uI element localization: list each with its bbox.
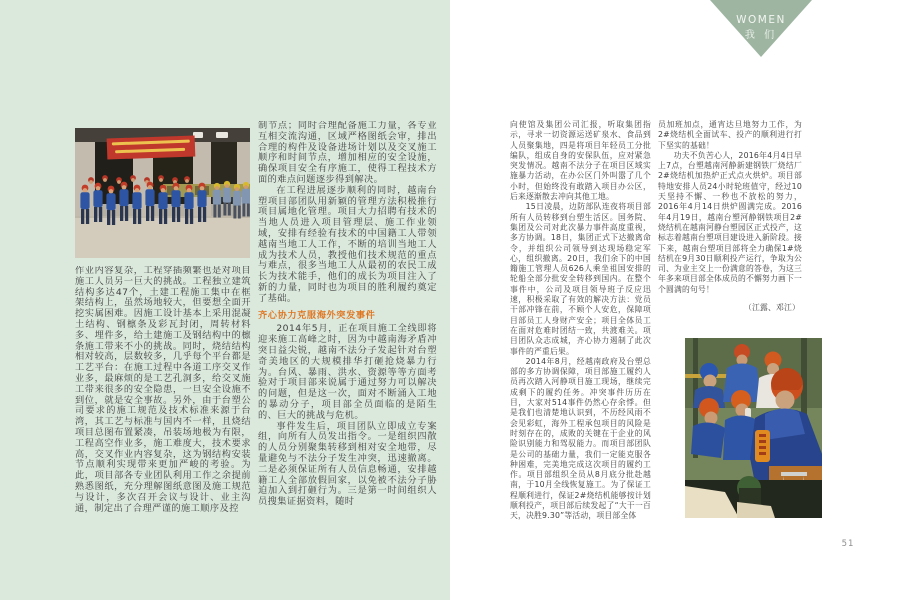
paragraph: 向使馆及集团公司汇报，听取集团指示，寻求一切资源运送矿泉水、食品到人员聚集地，四是将项目年轻员工分批编队，组成自身的安保队伍，应对紧急突发情况。越南不法分子在项目区域实施暴力活动，在办公区门外叫嚣了几个小时，但始终没有敢踏入项目办公区，后来逐渐散去冲向其他工地。: [510, 120, 651, 202]
right-column-2-text: [658, 120, 802, 295]
paragraph: 15日凌晨，边防部队连夜将项目部所有人员转移到台塑生活区。国务院、集团及公司对此次暴力事件高度重视，多方协调。18日，集团正式下达撤离命令，并组织公司领导到达现场稳定军心，组织撤离。20日，我们余下的中国籍施工管理人员626人乘坐祖国安排的轮船全部分批安全转移到国内。在整个事件中，公司及项目领导班子反应迅速，积极采取了有效的解决方法：党员干部冲锋在前，不顾个人安危，保障项目部员工人身财产安全；项目全体员工在面对危难时团结一致，共渡难关。项目团队众志成城，齐心协力遏制了此次事件的严重后果。: [510, 202, 651, 356]
left-column-2: [258, 121, 437, 534]
paragraph: 2014年5月，正在项目施工全线即将迎来施工高峰之时，因为中越南海矛盾冲突日益尖锐，越南不法分子发起针对台塑奇美地区的大规模排华打砸抢烧暴力行为。台风、暴雨、洪水、资源等等方面考验对于项目部来说属于通过努力可以解决的问题，但是这一次，面对不断涌入工地的暴动分子，项目部全员面临的是陌生的、巨大的挑战与危机。: [258, 323, 437, 421]
paragraph: 作业内容复杂，工程穿插频繁也是对项目施工人员另一巨大的挑战。工程独立建筑结构多达47个，土建工程施工集中在框架结构上，虽然场地较大，但要想全面开挖实属困难。因施工设计基本上采用混凝土结构、钢檩条及彩瓦封闭，周转材料多、埋件多，给土建施工及钢结构中的檩条施工带来不小的挑战。同时，烧结结构相对较高，层数较多，几乎每个平台都是工艺平台：在施工过程中各道工序交叉作业多，最麻烦的是工艺孔洞多，给交叉施工带来很多的安全隐患，一旦安全设施不到位，就是安全事故。另外，由于台塑公司要求的施工规范及技术标准来源于台湾，其工艺与标准与国内不一样，且烧结项目总图布置紧凑，吊装场地极为有限，工程高空作业多，施工难度大，技术要求高，交叉作业内容复杂，这为钢结构安装节点顺利实现带来更加严峻的考验。为此，项目部各专业团队利用工作之余提前熟悉图纸，充分理解图纸意图及施工规范与设计，多次召开会议与设计、业主沟通，制定出了合理严谨的施工顺序及控: [75, 266, 251, 514]
paragraph: 制节点；同时合理配备施工力量，各专业互相交流沟通，区域严格图纸会审，排出合理的构件及设备进场计划以及交叉施工顺序和时间节点，增加相应的安全设施，确保项目安全有序施工，使得工程技术方面的难点问题逐步得到解决。: [258, 121, 437, 185]
byline: （江露、邓江）: [744, 303, 800, 313]
page-number: 51: [841, 539, 855, 549]
photo-banner: [107, 135, 196, 159]
equipment-inspection-photo-art: [685, 338, 822, 518]
corner-tab: [707, 0, 817, 62]
left-column-1: [75, 266, 251, 529]
tab-label-zh: 我 们: [744, 30, 778, 41]
right-column-2: [658, 120, 802, 320]
paragraph: 事件发生后，项目团队立即成立专案组，向所有人员发出指令。一是组织四散的人员分别聚集转移到相对安全地带，尽量避免与不法分子发生冲突，迅速撤离。二是必须保证所有人员信息畅通，安排越籍工人全部放假回家，以免被不法分子胁迫加入到打砸行为。三是第一时间组织人员搜集证据资料，随时: [258, 420, 437, 508]
paragraph: 员加班加点，通宵达旦地努力工作，为2#烧结机全面试车、投产的顺利进行打下坚实的基础！: [658, 120, 802, 150]
paragraph: 在工程进展逐步顺利的同时，越南台塑项目部团队用新颖的管理方法积极推行项目属地化管理。项目大力招聘有技术的当地人员进入项目管理层、施工作业领域，安排有经验有技术的中国籍工人带领越南当地工人工作，不断的培训当地工人成为技术人员，教授他们技术规范的重点与难点，很多当地工人从最初的农民工成长为技术能手，他们的成长为项目注入了新的力量，同时也为项目的胜利履约奠定了基础。: [258, 184, 437, 304]
tab-label-en: WOMEN: [736, 14, 786, 26]
right-page: [450, 0, 900, 600]
tab-triangle: [707, 0, 817, 62]
section-heading: 齐心协力克服海外突发事件: [258, 309, 376, 321]
orange-armband: [755, 430, 770, 462]
workers-group-photo: [75, 128, 250, 258]
paragraph: 功夫不负苦心人，2016年4月4日早上7点，台塑越南河静新建钢铁厂烧结厂2#烧结机加热炉正式点火烘炉。项目部特地安排人员24小时轮班值守，经过10天坚持不懈、一秒也不放松的努力，2016年4月14日烘炉圆满完成。2016年4月19日，越南台塑河静钢铁项目2#烧结机在越南河静台塑园区正式投产，这标志着越南台塑项目建设进入新阶段。接下来，越南台塑项目部将全力确保1#烧结机在9月30日顺利投产运行，争取为公司、为业主交上一份满意的答卷，为这三年多来项目部全体成员的不懈努力画下一个圆满的句号！: [658, 150, 802, 294]
workers-group-photo-art: [75, 128, 250, 258]
right-column-1: [510, 120, 651, 523]
equipment-inspection-photo: [685, 338, 822, 518]
paragraph: 2014年8月，经越南政府及台塑总部的多方协调保障，项目部施工履约人员再次踏入河静项目施工现场，继续完成剩下的履约任务。冲突事件历历在目，大家对514事件仍然心存余悸。但是我们也清楚地认识到，不历经风雨不会见彩虹，海外工程承包项目的风险是时刻存在的，成败的关键在于企业的风险识别能力和驾驭能力。而项目部团队是公司的基础力量，我们一定能克服各种困难，完美地完成这次项目的履约工作。项目部组织全员从8月底分批赴越南，于10月全线恢复施工。为了保证工程顺利进行，保证2#烧结机能够按计划顺利投产，项目部后续发起了“大干一百天，决胜9.30”等活动，项目部全体: [510, 356, 651, 521]
